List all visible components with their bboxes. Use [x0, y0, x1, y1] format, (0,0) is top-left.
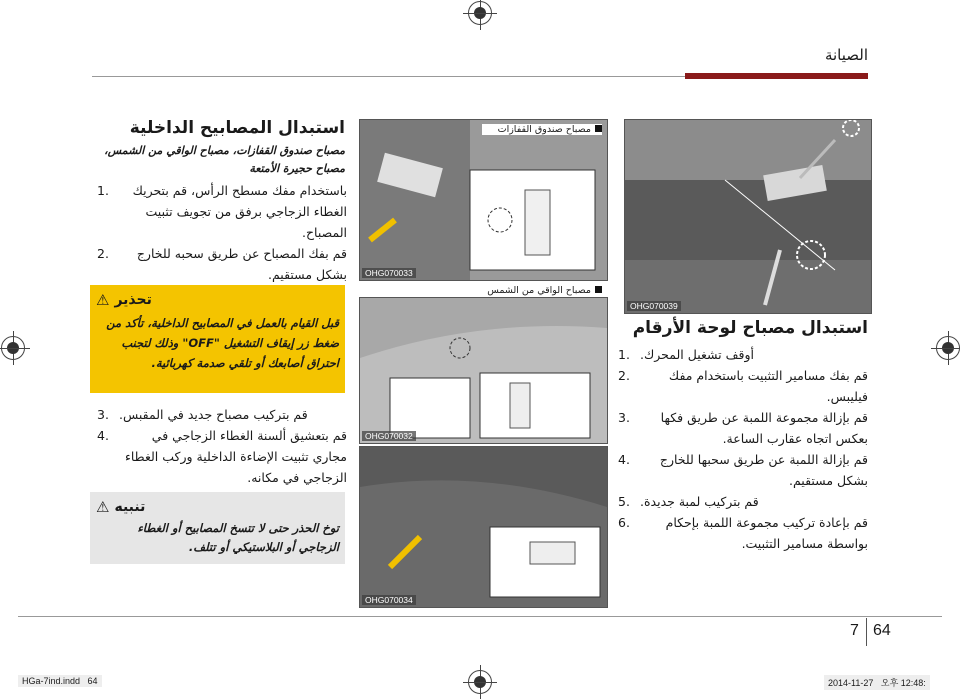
date-label: 2014-11-27 오후 12:48:	[824, 675, 930, 690]
photo-code: OHG070039	[627, 301, 681, 311]
caution-text: توخ الحذر حتى لا تتسخ المصابيح أو الغطاء الزجاجي أو البلاستيكي أو تتلف.	[137, 521, 339, 554]
license-lamp-title: استبدال مصباح لوحة الأرقام	[632, 318, 868, 338]
list-item: .2 قم بفك مسامير التثبيت باستخدام مفك فيليبس.	[618, 368, 868, 404]
header-accent-bar	[685, 73, 868, 79]
list-item: .3 قم بتركيب مصباح جديد في المقبس.	[97, 407, 308, 422]
list-item: .5 قم بتركيب لمبة جديدة.	[618, 494, 759, 509]
list-item: .1 أوقف تشغيل المحرك.	[618, 347, 755, 362]
chapter-number: 7	[850, 622, 859, 639]
list-item: .4 قم بإزالة اللمبة عن طريق سحبها للخارج بشكل مستقيم.	[618, 452, 868, 488]
list-item: .1 باستخدام مفك مسطح الرأس، قم بتحريك الغطاء الزجاجي برفق من تجويف تثبيت المصباح.	[97, 183, 347, 240]
caution-label: ⚠ تنبيه	[96, 498, 146, 516]
interior-steps-b	[97, 404, 347, 488]
interior-steps-a	[97, 180, 347, 285]
warning-label: ⚠ تحذير	[96, 291, 152, 309]
footer-divider	[866, 618, 867, 646]
warning-triangle-icon: ⚠	[96, 291, 110, 309]
license-lamp-illustration	[625, 120, 871, 313]
file-label: HGa-7ind.indd 64	[18, 675, 102, 687]
registration-mark-bottom	[468, 670, 492, 694]
warning-box	[90, 285, 345, 393]
page-number: 64	[873, 622, 891, 639]
photo-caption: مصباح صندوق القفازات	[482, 124, 602, 135]
warning-text: قبل القيام بالعمل في المصابيح الداخلية، تأكد من ضغط زر إيقاف التشغيل "OFF" وذلك لتجنب احتراق أصابعك أو تلقي صدمة كهربائية.	[106, 316, 339, 370]
license-lamp-steps	[618, 344, 868, 554]
list-item: .2 قم بفك المصباح عن طريق سحبه للخارج بشكل مستقيم.	[97, 246, 347, 282]
luggage-lamp-illustration	[360, 447, 607, 607]
registration-mark-left	[1, 336, 25, 360]
glove-box-lamp-photo	[359, 119, 608, 281]
caution-triangle-icon: ⚠	[96, 498, 110, 516]
photo-code: OHG070034	[362, 595, 416, 605]
photo-code: OHG070032	[362, 431, 416, 441]
list-item: .3 قم بإزالة مجموعة اللمبة عن طريق فكها بعكس اتجاه عقارب الساعة.	[618, 410, 868, 446]
sun-visor-lamp-illustration	[360, 298, 607, 443]
interior-lamps-title: استبدال المصابيح الداخلية	[129, 118, 345, 138]
footer-rule	[18, 616, 942, 617]
photo-caption: مصباح الواقي من الشمس	[470, 285, 602, 296]
glove-box-lamp-illustration	[360, 120, 607, 280]
registration-mark-top	[468, 1, 492, 25]
license-lamp-photo	[624, 119, 872, 314]
list-item: .6 قم بإعادة تركيب مجموعة اللمبة بإحكام بواسطة مسامير التثبيت.	[618, 515, 868, 551]
list-item: .4 قم بتعشيق ألسنة الغطاء الزجاجي في مجاري تثبيت الإضاءة الداخلية وركب الغطاء الزجاجي في مكانه.	[97, 428, 347, 485]
caution-box	[90, 492, 345, 564]
section-title: الصيانة	[824, 46, 868, 64]
sun-visor-lamp-photo	[359, 297, 608, 444]
luggage-lamp-photo	[359, 446, 608, 608]
interior-subtitle: مصباح صندوق القفازات، مصباح الواقي من الشمس، مصباح حجيرة الأمتعة	[104, 144, 345, 175]
registration-mark-right	[936, 336, 960, 360]
photo-code: OHG070033	[362, 268, 416, 278]
